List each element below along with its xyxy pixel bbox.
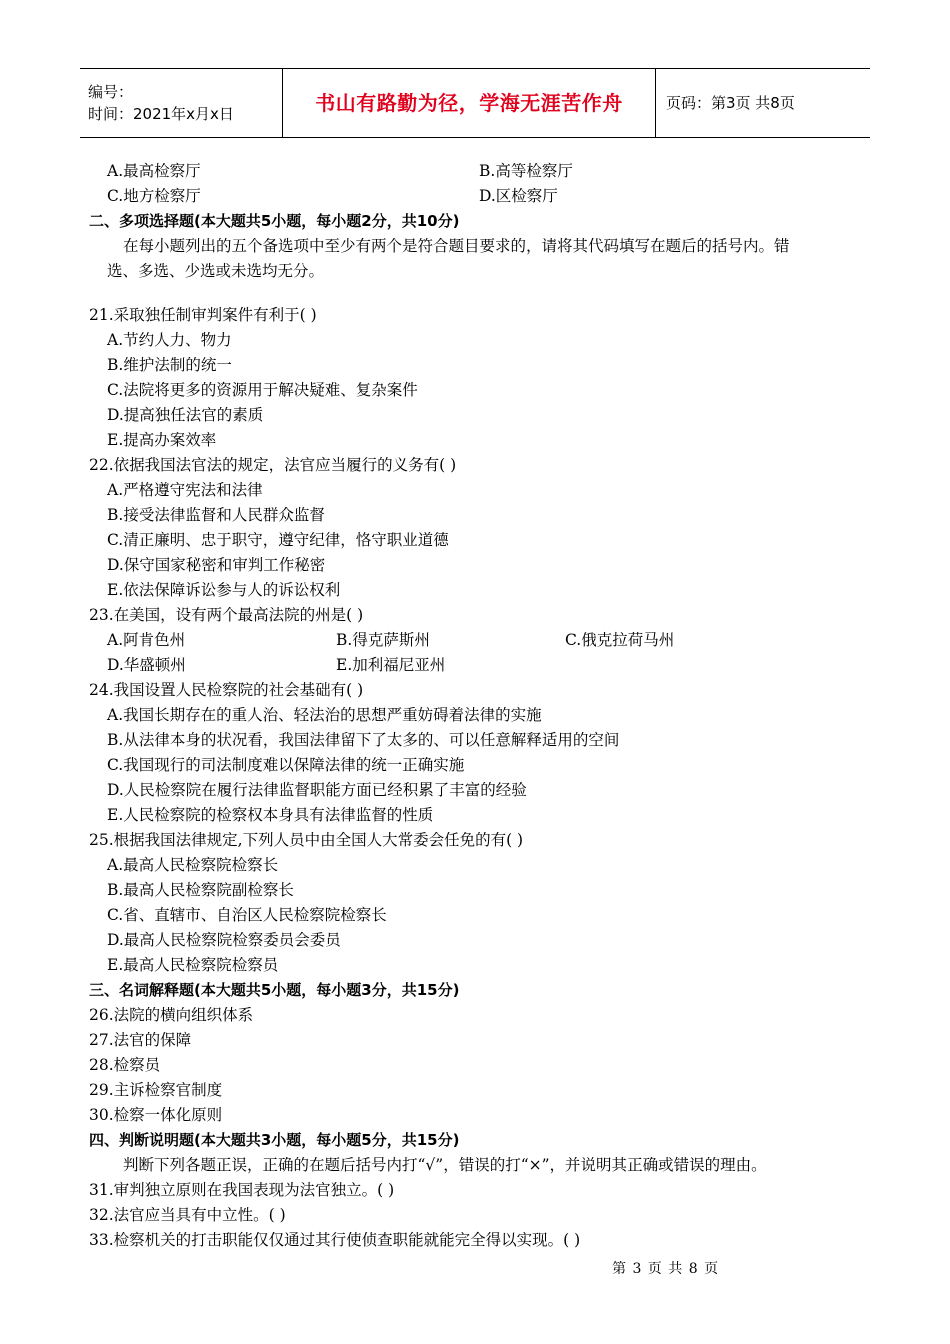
header-meta [80,69,283,137]
option-d: D.区检察厅 [479,187,558,205]
q25-option: D.最高人民检察院检察委员会委员 [107,931,341,949]
header-motto: 书山有路勤为径，学海无涯苦作舟 [315,91,623,115]
q25-option: B.最高人民检察院副检察长 [107,881,294,899]
q23-option: B.得克萨斯州 [336,631,430,649]
judgement-item: 32.法官应当具有中立性。( ) [89,1206,286,1224]
question-23: 23.在美国，设有两个最高法院的州是( ) [89,606,364,624]
q21-option: C.法院将更多的资源用于解决疑难、复杂案件 [107,381,418,399]
page-header [80,68,870,138]
q21-option: B.维护法制的统一 [107,356,232,374]
term-item: 29.主诉检察官制度 [89,1081,223,1099]
prev-options-row-1 [89,159,869,184]
term-item: 26.法院的横向组织体系 [89,1006,254,1024]
document-body [89,159,869,1253]
term-item: 28.检察员 [89,1056,161,1074]
q22-option: B.接受法律监督和人民群众监督 [107,506,325,524]
code-label: 编号： [88,83,134,101]
q25-option: E.最高人民检察院检察员 [107,956,279,974]
q21-option: D.提高独任法官的素质 [107,406,264,424]
option-b: B.高等检察厅 [479,162,573,180]
section-2-title: 二、多项选择题(本大题共5小题，每小题2分，共10分) [89,212,460,230]
q21-option: A.节约人力、物力 [107,331,232,349]
judgement-item: 31.审判独立原则在我国表现为法官独立。( ) [89,1181,395,1199]
term-item: 30.检察一体化原则 [89,1106,223,1124]
section-2-instruction-1: 在每小题列出的五个备选项中至少有两个是符合题目要求的，请将其代码填写在题后的括号内。错 [123,237,790,255]
q23-option: D.华盛顿州 [107,656,186,674]
q24-option: E.人民检察院的检察权本身具有法律监督的性质 [107,806,434,824]
q21-option: E.提高办案效率 [107,431,217,449]
option-c: C.地方检察厅 [107,187,201,205]
q25-option: A.最高人民检察院检察长 [107,856,279,874]
section-4-instruction: 判断下列各题正误，正确的在题后括号内打“√”，错误的打“×”，并说明其正确或错误的理由。 [123,1156,767,1174]
question-21: 21.采取独任制审判案件有利于( ) [89,306,317,324]
q23-options-row-2 [89,653,869,678]
header-motto-cell [283,69,656,137]
question-25: 25.根据我国法律规定,下列人员中由全国人大常委会任免的有( ) [89,831,524,849]
q23-option: C.俄克拉荷马州 [565,631,675,649]
section-2-instruction-2: 选、多选、少选或未选均无分。 [107,262,325,280]
q24-option: B.从法律本身的状况看，我国法律留下了太多的、可以任意解释适用的空间 [107,731,620,749]
q22-option: D.保守国家秘密和审判工作秘密 [107,556,326,574]
option-a: A.最高检察厅 [107,162,201,180]
q23-option: A.阿肯色州 [107,631,186,649]
header-page-info: 页码：第3页 共8页 [666,94,795,112]
section-3-title: 三、名词解释题(本大题共5小题，每小题3分，共15分) [89,981,460,999]
q24-option: D.人民检察院在履行法律监督职能方面已经积累了丰富的经验 [107,781,527,799]
page-footer: 第 3 页 共 8 页 [612,1261,720,1277]
q23-options-row-1 [89,628,869,653]
q25-option: C.省、直辖市、自治区人民检察院检察长 [107,906,387,924]
question-24: 24.我国设置人民检察院的社会基础有( ) [89,681,364,699]
q24-option: C.我国现行的司法制度难以保障法律的统一正确实施 [107,756,465,774]
q22-option: A.严格遵守宪法和法律 [107,481,263,499]
q23-option: E.加利福尼亚州 [336,656,446,674]
q22-option: E.依法保障诉讼参与人的诉讼权利 [107,581,341,599]
question-22: 22.依据我国法官法的规定，法官应当履行的义务有( ) [89,456,457,474]
term-item: 27.法官的保障 [89,1031,192,1049]
prev-options-row-2 [89,184,869,209]
section-4-title: 四、判断说明题(本大题共3小题，每小题5分，共15分) [89,1131,460,1149]
date-label: 时间：2021年x月x日 [88,105,234,123]
judgement-item: 33.检察机关的打击职能仅仅通过其行使侦查职能就能完全得以实现。( ) [89,1231,581,1249]
q24-option: A.我国长期存在的重人治、轻法治的思想严重妨碍着法律的实施 [107,706,542,724]
q22-option: C.清正廉明、忠于职守，遵守纪律，恪守职业道德 [107,531,449,549]
